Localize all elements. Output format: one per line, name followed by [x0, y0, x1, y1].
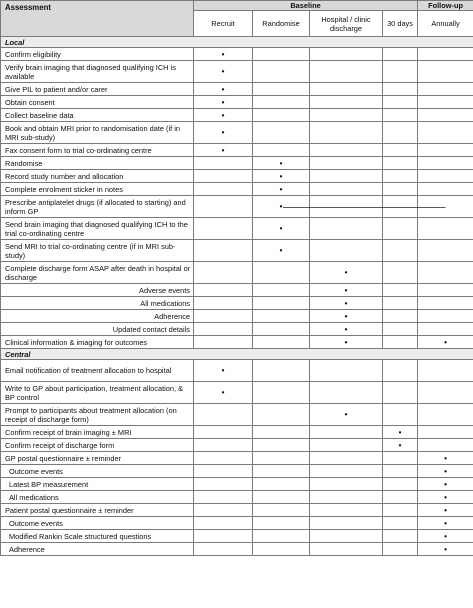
- schedule-cell: [253, 323, 310, 336]
- table-row: [1, 452, 473, 465]
- schedule-cell: [383, 530, 418, 543]
- bullet-marker: •: [279, 202, 283, 211]
- schedule-cell: [310, 517, 383, 530]
- schedule-cell: [383, 360, 418, 382]
- schedule-cell: [418, 96, 473, 109]
- schedule-cell: [383, 517, 418, 530]
- schedule-cell: [194, 170, 253, 183]
- schedule-cell: [253, 310, 310, 323]
- bullet-marker: •: [344, 298, 348, 308]
- assessment-label: Patient postal questionnaire ± reminder: [1, 504, 194, 517]
- table-row: [1, 262, 473, 284]
- schedule-cell: [383, 122, 418, 144]
- schedule-cell: [253, 196, 310, 218]
- schedule-cell: [253, 61, 310, 83]
- schedule-cell: [253, 297, 310, 310]
- table-row: [1, 382, 473, 404]
- schedule-cell: [310, 465, 383, 478]
- schedule-cell: [194, 109, 253, 122]
- table-row: [1, 196, 473, 218]
- schedule-cell: [418, 465, 473, 478]
- schedule-cell: [383, 218, 418, 240]
- assessment-label: Complete discharge form ASAP after death in hospital or discharge: [1, 262, 194, 284]
- schedule-cell: [194, 517, 253, 530]
- schedule-cell: [194, 240, 253, 262]
- assessment-label: Verify brain imaging that diagnosed qualifying ICH is available: [1, 61, 194, 83]
- schedule-cell: [310, 284, 383, 297]
- bullet-marker: •: [398, 440, 402, 450]
- section-row-local: [1, 37, 473, 48]
- assessment-label: Prescribe antiplatelet drugs (if allocated to starting) and inform GP: [1, 196, 194, 218]
- assessment-label: Latest BP measurement: [1, 478, 194, 491]
- schedule-cell: [383, 336, 418, 349]
- schedule-cell: [418, 196, 473, 218]
- schedule-cell: [310, 452, 383, 465]
- schedule-cell: [310, 336, 383, 349]
- bullet-marker: •: [221, 49, 225, 59]
- schedule-cell: [418, 382, 473, 404]
- schedule-cell: [383, 170, 418, 183]
- schedule-cell: [253, 240, 310, 262]
- table-row: [1, 543, 473, 556]
- schedule-cell: [194, 196, 253, 218]
- table-row: [1, 240, 473, 262]
- schedule-cell: [194, 465, 253, 478]
- schedule-cell: [310, 122, 383, 144]
- table-row: [1, 530, 473, 543]
- table-row: [1, 478, 473, 491]
- schedule-cell: [383, 310, 418, 323]
- schedule-cell: [194, 543, 253, 556]
- schedule-cell: [383, 297, 418, 310]
- assessment-label: Write to GP about participation, treatment allocation, & BP control: [1, 382, 194, 404]
- schedule-cell: [418, 170, 473, 183]
- schedule-cell: [383, 323, 418, 336]
- assessment-label: Fax consent form to trial co-ordinating centre: [1, 144, 194, 157]
- assessment-label: All medications: [1, 297, 194, 310]
- table-row: [1, 96, 473, 109]
- schedule-cell: [383, 478, 418, 491]
- table-row: [1, 310, 473, 323]
- schedule-cell: [310, 240, 383, 262]
- schedule-cell: [418, 491, 473, 504]
- bullet-marker: •: [344, 285, 348, 295]
- schedule-cell: [383, 83, 418, 96]
- schedule-cell: [253, 157, 310, 170]
- schedule-cell: [383, 439, 418, 452]
- bullet-marker: •: [221, 110, 225, 120]
- schedule-cell: [310, 382, 383, 404]
- assessment-label: Confirm receipt of brain imaging ± MRI: [1, 426, 194, 439]
- schedule-cell: [253, 504, 310, 517]
- schedule-cell: [310, 144, 383, 157]
- schedule-cell: [194, 478, 253, 491]
- table-row: [1, 48, 473, 61]
- assessment-label: Confirm receipt of discharge form: [1, 439, 194, 452]
- table-row: [1, 122, 473, 144]
- schedule-cell: [310, 504, 383, 517]
- assessment-label: Adverse events: [1, 284, 194, 297]
- table-row: [1, 336, 473, 349]
- assessment-label: Adherence: [1, 310, 194, 323]
- schedule-cell: [253, 517, 310, 530]
- schedule-cell: [253, 439, 310, 452]
- schedule-cell: [383, 404, 418, 426]
- schedule-cell: [194, 218, 253, 240]
- schedule-cell: [194, 382, 253, 404]
- assessment-label: Send MRI to trial co-ordinating centre (if in MRI sub-study): [1, 240, 194, 262]
- schedule-cell: [310, 439, 383, 452]
- schedule-cell: [253, 109, 310, 122]
- col-recruit: Recruit: [194, 11, 253, 37]
- schedule-cell: [253, 404, 310, 426]
- schedule-cell: [418, 157, 473, 170]
- table-row: [1, 284, 473, 297]
- bullet-marker: •: [444, 518, 447, 528]
- schedule-cell: [310, 426, 383, 439]
- bullet-marker: •: [444, 531, 447, 541]
- assessment-label: Prompt to participants about treatment allocation (on receipt of discharge form): [1, 404, 194, 426]
- schedule-cell: [383, 465, 418, 478]
- assessment-label: Outcome events: [1, 465, 194, 478]
- schedule-cell: [418, 452, 473, 465]
- bullet-marker: •: [444, 544, 447, 554]
- schedule-cell: [383, 48, 418, 61]
- schedule-cell: [253, 48, 310, 61]
- schedule-cell: [310, 218, 383, 240]
- schedule-cell: [383, 284, 418, 297]
- schedule-cell: [194, 61, 253, 83]
- schedule-cell: [418, 218, 473, 240]
- table-row: [1, 504, 473, 517]
- assessment-label: Updated contact details: [1, 323, 194, 336]
- bullet-marker: •: [444, 337, 447, 347]
- schedule-cell: [194, 157, 253, 170]
- bullet-marker: •: [221, 128, 225, 137]
- schedule-cell: [253, 122, 310, 144]
- followup-header: Follow-up: [418, 1, 473, 11]
- schedule-cell: [194, 404, 253, 426]
- table-row: [1, 170, 473, 183]
- schedule-cell: [383, 183, 418, 196]
- schedule-cell: [383, 491, 418, 504]
- bullet-marker: •: [344, 311, 348, 321]
- schedule-cell: [194, 530, 253, 543]
- schedule-cell: [418, 517, 473, 530]
- bullet-marker: •: [221, 366, 225, 375]
- schedule-cell: [383, 262, 418, 284]
- schedule-cell: [310, 96, 383, 109]
- bullet-marker: •: [279, 171, 283, 181]
- schedule-cell: [418, 61, 473, 83]
- schedule-cell: [194, 426, 253, 439]
- schedule-cell: [418, 109, 473, 122]
- col-discharge: Hospital / clinic discharge: [310, 11, 383, 37]
- bullet-marker: •: [221, 84, 225, 94]
- table-row: [1, 439, 473, 452]
- schedule-cell: [310, 323, 383, 336]
- schedule-cell: [194, 360, 253, 382]
- assessment-label: Give PIL to patient and/or carer: [1, 83, 194, 96]
- bullet-marker: •: [344, 268, 348, 277]
- schedule-cell: [310, 297, 383, 310]
- schedule-cell: [418, 530, 473, 543]
- bullet-marker: •: [279, 158, 283, 168]
- table-row: [1, 183, 473, 196]
- bullet-marker: •: [444, 466, 447, 476]
- schedule-cell: [310, 61, 383, 83]
- schedule-cell: [310, 170, 383, 183]
- schedule-cell: [253, 144, 310, 157]
- schedule-cell: [383, 504, 418, 517]
- bullet-marker: •: [444, 453, 447, 463]
- assessment-header: Assessment: [1, 1, 194, 37]
- schedule-cell: [310, 360, 383, 382]
- schedule-cell: [418, 360, 473, 382]
- table-row: [1, 465, 473, 478]
- bullet-marker: •: [221, 388, 225, 397]
- bullet-marker: •: [344, 324, 348, 334]
- assessment-label: All medications: [1, 491, 194, 504]
- schedule-cell: [418, 183, 473, 196]
- bullet-marker: •: [444, 505, 447, 515]
- schedule-cell: [310, 183, 383, 196]
- section-title: Central: [1, 349, 473, 360]
- schedule-cell: [383, 109, 418, 122]
- bullet-marker: •: [221, 145, 225, 155]
- schedule-cell: [310, 196, 383, 218]
- schedule-cell: [253, 465, 310, 478]
- schedule-cell: [253, 530, 310, 543]
- schedule-cell: [418, 426, 473, 439]
- bullet-marker: •: [444, 479, 447, 489]
- schedule-cell: [253, 218, 310, 240]
- schedule-cell: [418, 240, 473, 262]
- schedule-cell: [418, 122, 473, 144]
- table-row: [1, 144, 473, 157]
- section-row-central: [1, 349, 473, 360]
- schedule-cell: [418, 48, 473, 61]
- schedule-cell: [418, 336, 473, 349]
- schedule-cell: [418, 144, 473, 157]
- table-row: [1, 109, 473, 122]
- bullet-marker: •: [221, 97, 225, 107]
- schedule-cell: [418, 478, 473, 491]
- schedule-cell: [310, 310, 383, 323]
- table-row: [1, 360, 473, 382]
- schedule-cell: [418, 323, 473, 336]
- schedule-cell: [383, 144, 418, 157]
- bullet-marker: •: [344, 410, 348, 419]
- schedule-cell: [383, 196, 418, 218]
- schedule-cell: [194, 323, 253, 336]
- schedule-cell: [310, 48, 383, 61]
- bullet-marker: •: [279, 224, 283, 233]
- schedule-cell: [194, 297, 253, 310]
- assessment-label: Outcome events: [1, 517, 194, 530]
- schedule-cell: [194, 491, 253, 504]
- assessment-label: Randomise: [1, 157, 194, 170]
- assessment-label: Confirm eligibility: [1, 48, 194, 61]
- assessment-label: GP postal questionnaire ± reminder: [1, 452, 194, 465]
- schedule-cell: [383, 382, 418, 404]
- schedule-cell: [253, 543, 310, 556]
- schedule-cell: [310, 404, 383, 426]
- schedule-cell: [194, 122, 253, 144]
- assessment-label: Collect baseline data: [1, 109, 194, 122]
- schedule-cell: [383, 96, 418, 109]
- schedule-cell: [418, 439, 473, 452]
- schedule-cell: [194, 439, 253, 452]
- baseline-header: Baseline: [194, 1, 418, 11]
- table-row: [1, 297, 473, 310]
- schedule-cell: [418, 284, 473, 297]
- col-30-days: 30 days: [383, 11, 418, 37]
- schedule-cell: [418, 297, 473, 310]
- schedule-cell: [418, 504, 473, 517]
- schedule-cell: [383, 61, 418, 83]
- schedule-cell: [253, 426, 310, 439]
- bullet-marker: •: [444, 492, 447, 502]
- schedule-cell: [310, 491, 383, 504]
- table-row: [1, 61, 473, 83]
- schedule-cell: [383, 157, 418, 170]
- schedule-cell: [383, 240, 418, 262]
- table-row: [1, 426, 473, 439]
- schedule-cell: [418, 83, 473, 96]
- schedule-cell: [194, 144, 253, 157]
- schedule-cell: [194, 336, 253, 349]
- schedule-cell: [194, 48, 253, 61]
- schedule-cell: [194, 504, 253, 517]
- schedule-cell: [253, 452, 310, 465]
- schedule-cell: [310, 478, 383, 491]
- table-row: [1, 517, 473, 530]
- col-annually: Annually: [418, 11, 473, 37]
- assessment-label: Email notification of treatment allocation to hospital: [1, 360, 194, 382]
- table-row: [1, 157, 473, 170]
- schedule-cell: [253, 83, 310, 96]
- schedule-cell: [194, 284, 253, 297]
- bullet-marker: •: [398, 427, 402, 437]
- assessment-label: Send brain imaging that diagnosed qualifying ICH to the trial co-ordinating centre: [1, 218, 194, 240]
- schedule-cell: [194, 452, 253, 465]
- table-row: [1, 491, 473, 504]
- schedule-cell: [194, 262, 253, 284]
- schedule-cell: [253, 96, 310, 109]
- schedule-cell: [253, 382, 310, 404]
- schedule-cell: [194, 183, 253, 196]
- schedule-cell: [253, 170, 310, 183]
- schedule-cell: [383, 543, 418, 556]
- schedule-cell: [194, 96, 253, 109]
- schedule-cell: [253, 360, 310, 382]
- table-row: [1, 83, 473, 96]
- schedule-cell: [383, 452, 418, 465]
- assessment-label: Adherence: [1, 543, 194, 556]
- schedule-cell: [418, 404, 473, 426]
- assessment-label: Modified Rankin Scale structured questions: [1, 530, 194, 543]
- section-title: Local: [1, 37, 473, 48]
- schedule-cell: [310, 83, 383, 96]
- schedule-cell: [253, 336, 310, 349]
- schedule-cell: [310, 157, 383, 170]
- schedule-cell: [418, 310, 473, 323]
- schedule-cell: [310, 109, 383, 122]
- schedule-cell: [418, 543, 473, 556]
- schedule-body: [1, 37, 473, 556]
- assessment-label: Complete enrolment sticker in notes: [1, 183, 194, 196]
- schedule-cell: [310, 530, 383, 543]
- schedule-cell: [194, 310, 253, 323]
- schedule-cell: [310, 262, 383, 284]
- table-row: [1, 404, 473, 426]
- schedule-cell: [383, 426, 418, 439]
- table-row: [1, 323, 473, 336]
- bullet-marker: •: [279, 246, 283, 255]
- schedule-cell: [310, 543, 383, 556]
- schedule-cell: [253, 478, 310, 491]
- schedule-cell: [253, 491, 310, 504]
- schedule-cell: [418, 262, 473, 284]
- bullet-marker: •: [221, 67, 225, 76]
- table-row: [1, 218, 473, 240]
- assessment-label: Obtain consent: [1, 96, 194, 109]
- schedule-cell: [253, 284, 310, 297]
- col-randomise: Randomise: [253, 11, 310, 37]
- bullet-marker: •: [279, 184, 283, 194]
- assessment-label: Book and obtain MRI prior to randomisation date (if in MRI sub-study): [1, 122, 194, 144]
- assessment-label: Clinical information & imaging for outcomes: [1, 336, 194, 349]
- schedule-cell: [253, 183, 310, 196]
- schedule-cell: [194, 83, 253, 96]
- assessment-label: Record study number and allocation: [1, 170, 194, 183]
- schedule-cell: [253, 262, 310, 284]
- bullet-marker: •: [344, 337, 348, 347]
